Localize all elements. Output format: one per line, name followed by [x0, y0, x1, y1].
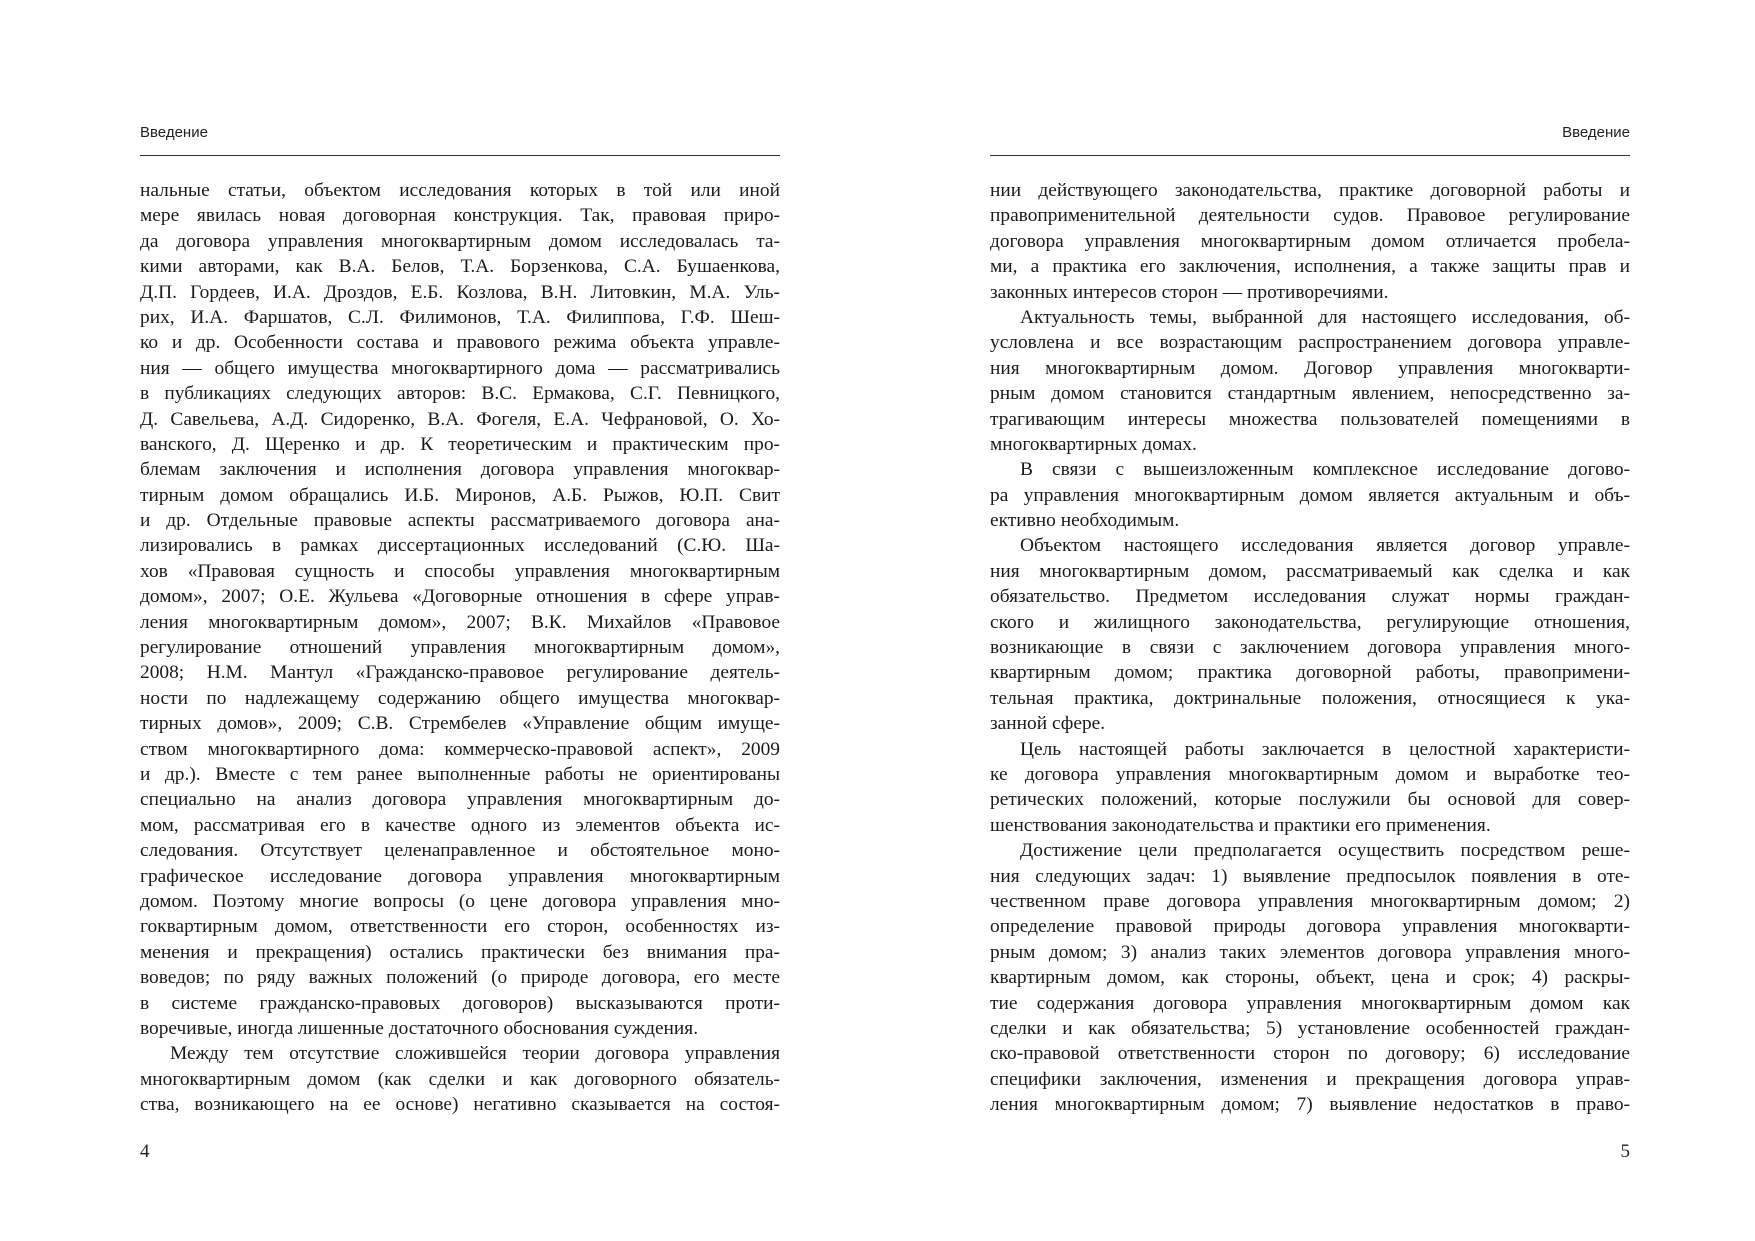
text-line: в системе гражданско-правовых договоров) высказываются проти- — [140, 992, 780, 1014]
right-page — [990, 0, 1630, 1241]
page-number: 4 — [140, 1141, 150, 1162]
text-line: Актуальность темы, выбранной для настоящего исследования, об- — [1020, 306, 1630, 328]
text-line: и др.). Вместе с тем ранее выполненные работы не ориентированы — [140, 763, 780, 785]
text-line: законных интересов сторон — противоречиями. — [990, 281, 1389, 303]
page-number: 5 — [1620, 1141, 1630, 1162]
text-line: квартирным домом, как стороны, объект, цена и срок; 4) раскры- — [990, 967, 1630, 989]
text-line: в публикациях следующих авторов: В.С. Ермакова, С.Г. Певницкого, — [140, 383, 780, 405]
text-line: тирных домов», 2009; С.В. Стрембелев «Управление общим имуще- — [140, 713, 780, 735]
text-line: кими авторами, как В.А. Белов, Т.А. Борзенкова, С.А. Бушаенкова, — [140, 256, 780, 278]
text-line: обязательство. Предметом исследования служат нормы граждан- — [990, 586, 1630, 608]
text-line: ванского, Д. Щеренко и др. К теоретическим и практическим про- — [140, 433, 780, 455]
text-line: менения и прекращения) остались практически без внимания пра- — [140, 941, 780, 963]
text-line: трагивающим интересы множества пользователей помещениями в — [990, 408, 1630, 430]
text-line: ния многоквартирным домом, рассматриваемый как сделка и как — [990, 560, 1630, 582]
text-line: нальные статьи, объектом исследования которых в той или иной — [140, 180, 780, 201]
text-line: рным домом становится стандартным явлением, непосредственно за- — [990, 383, 1630, 405]
text-line: воведов; по ряду важных положений (о природе договора, его месте — [140, 967, 780, 989]
text-line: определение правовой природы договора управления многокварти- — [990, 916, 1630, 938]
text-line: ско-правовой ответственности сторон по договору; 6) исследование — [990, 1043, 1630, 1065]
text-line: 2008; Н.М. Мантул «Гражданско-правовое регулирование деятель- — [140, 662, 780, 684]
text-line: лизировались в рамках диссертационных исследований (С.Ю. Ша- — [140, 535, 780, 557]
header-rule — [990, 155, 1630, 156]
text-line: шенствования законодательства и практики его применения. — [990, 814, 1491, 836]
text-line: ского и жилищного законодательства, регулирующие отношения, — [990, 611, 1630, 633]
text-line: ми, а практика его заключения, исполнения, а также защиты прав и — [990, 256, 1630, 278]
text-line: ства, возникающего на ее основе) негативно сказывается на состоя- — [140, 1094, 780, 1116]
text-line: графическое исследование договора управления многоквартирным — [140, 865, 780, 887]
text-line: тие содержания договора управления многоквартирным домом как — [990, 992, 1630, 1014]
text-line: мом, рассматривая его в качестве одного из элементов объекта ис- — [140, 814, 780, 836]
text-line: регулирование отношений управления многоквартирным домом», — [140, 637, 780, 659]
text-line: мере явилась новая договорная конструкция. Так, правовая приро- — [140, 205, 780, 227]
text-line: следования. Отсутствует целенаправленное и обстоятельное моно- — [140, 840, 780, 862]
text-line: сделки и как обязательства; 5) установление особенностей граждан- — [990, 1017, 1630, 1039]
text-line: домом. Поэтому многие вопросы (о цене договора управления мно- — [140, 890, 780, 912]
text-line: ния — общего имущества многоквартирного дома — рассматривались — [140, 357, 780, 379]
text-line: занной сфере. — [990, 713, 1106, 735]
text-line: многоквартирных домах. — [990, 433, 1197, 455]
text-line: Объектом настоящего исследования является договор управле- — [1020, 535, 1630, 557]
text-line: ра управления многоквартирным домом является актуальным и объ- — [990, 484, 1630, 506]
text-line: специфики заключения, изменения и прекращения договора управ- — [990, 1068, 1630, 1090]
text-line: рих, И.А. Фаршатов, С.Л. Филимонов, Т.А. Филиппова, Г.Ф. Шеш- — [140, 306, 780, 328]
text-line: Достижение цели предполагается осуществить посредством реше- — [1020, 840, 1630, 862]
text-line: возникающие в связи с заключением договора управления много- — [990, 637, 1630, 659]
text-line: правоприменительной деятельности судов. Правовое регулирование — [990, 205, 1630, 227]
body-text — [990, 178, 1630, 1117]
text-line: Между тем отсутствие сложившейся теории договора управления — [170, 1043, 780, 1065]
text-line: и др. Отдельные правовые аспекты рассматриваемого договора ана- — [140, 510, 780, 532]
text-line: многоквартирным домом (как сделки и как договорного обязатель- — [140, 1068, 780, 1090]
text-line: Д.П. Гордеев, И.А. Дроздов, Е.Б. Козлова, В.Н. Литовкин, М.А. Уль- — [140, 281, 780, 303]
text-line: чественном праве договора управления многоквартирным домом; 2) — [990, 890, 1630, 912]
text-line: Д. Савельева, А.Д. Сидоренко, В.А. Фогеля, Е.А. Чефрановой, О. Хо- — [140, 408, 780, 430]
running-head: Введение — [140, 124, 208, 141]
text-line: ективно необходимым. — [990, 510, 1180, 532]
body-text — [140, 178, 780, 1117]
text-line: рным домом; 3) анализ таких элементов договора управления много- — [990, 941, 1630, 963]
running-head: Введение — [1562, 124, 1630, 141]
text-line: хов «Правовая сущность и способы управления многоквартирным — [140, 560, 780, 582]
text-line: В связи с вышеизложенным комплексное исследование догово- — [1020, 459, 1630, 481]
text-line: воречивые, иногда лишенные достаточного обоснования суждения. — [140, 1017, 699, 1039]
text-line: ления многоквартирным домом», 2007; В.К. Михайлов «Правовое — [140, 611, 780, 633]
text-line: ко и др. Особенности состава и правового режима объекта управле- — [140, 332, 780, 354]
text-line: ления многоквартирным домом; 7) выявление недостатков в право- — [990, 1094, 1630, 1116]
text-line: ретических положений, которые послужили бы основой для совер- — [990, 789, 1630, 811]
text-line: тельная практика, доктринальные положения, относящиеся к ука- — [990, 687, 1630, 709]
left-page — [140, 0, 780, 1241]
text-line: специально на анализ договора управления многоквартирным до- — [140, 789, 780, 811]
text-line: договора управления многоквартирным домом отличается пробела- — [990, 230, 1630, 252]
text-line: тирным домом обращались И.Б. Миронов, А.Б. Рыжов, Ю.П. Свит — [140, 484, 780, 506]
text-line: условлена и все возрастающим распространением договора управле- — [990, 332, 1630, 354]
text-line: ством многоквартирного дома: коммерческо-правовой аспект», 2009 — [140, 738, 780, 760]
text-line: ности по надлежащему содержанию общего имущества многоквар- — [140, 687, 780, 709]
text-line: квартирным домом; практика договорной работы, правопримени- — [990, 662, 1630, 684]
text-line: нии действующего законодательства, практике договорной работы и — [990, 180, 1630, 201]
text-line: ке договора управления многоквартирным домом и выработке тео- — [990, 763, 1630, 785]
text-line: Цель настоящей работы заключается в целостной характеристи- — [1020, 738, 1630, 760]
text-line: блемам заключения и исполнения договора управления многоквар- — [140, 459, 780, 481]
text-line: домом», 2007; О.Е. Жульева «Договорные отношения в сфере управ- — [140, 586, 780, 608]
text-line: ния многоквартирным домом. Договор управления многокварти- — [990, 357, 1630, 379]
text-line: гоквартирным домом, ответственности его сторон, особенностях из- — [140, 916, 780, 938]
header-rule — [140, 155, 780, 156]
text-line: да договора управления многоквартирным домом исследовалась та- — [140, 230, 780, 252]
text-line: ния следующих задач: 1) выявление предпосылок появления в оте- — [990, 865, 1630, 887]
